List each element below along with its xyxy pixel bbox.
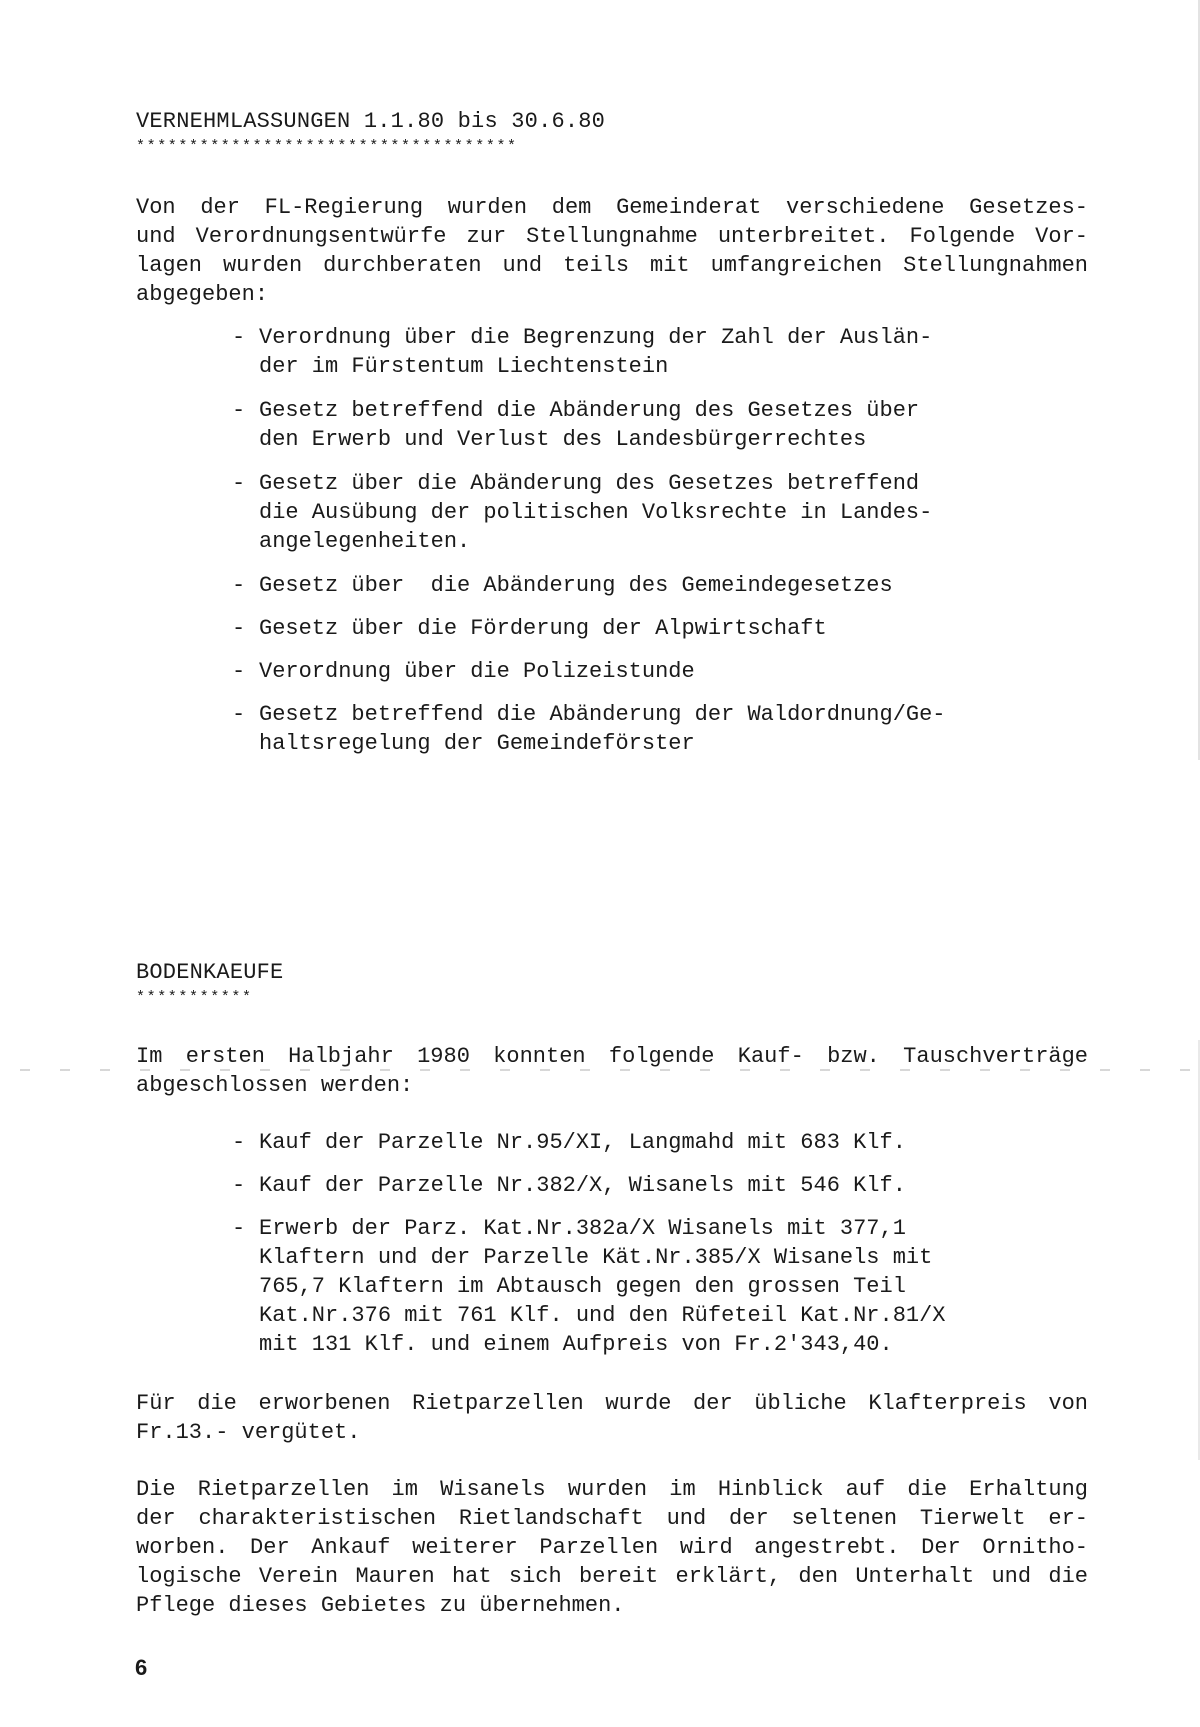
paragraph-line: logische Verein Mauren hat sich bereit erklärt, den Unterhalt und die	[136, 1564, 1088, 1589]
intro-line: abgegeben:	[136, 282, 269, 307]
list-item-line: Kauf der Parzelle Nr.382/X, Wisanels mit 546 Klf.	[259, 1173, 906, 1198]
list-item-line: mit 131 Klf. und einem Aufpreis von Fr.2'343,40.	[259, 1332, 893, 1357]
paragraph-line: der charakteristischen Rietlandschaft und der seltenen Tierwelt er-	[136, 1506, 1088, 1531]
list-item-line: Gesetz über die Abänderung des Gesetzes betreffend	[259, 471, 920, 496]
heading-underline: ************************************	[136, 138, 518, 155]
list-item-line: die Ausübung der politischen Volksrechte in Landes-	[259, 500, 933, 525]
bullet-dash: -	[232, 471, 246, 496]
heading-underline: ***********	[136, 989, 253, 1006]
bullet-dash: -	[232, 573, 246, 598]
list-item-line: Gesetz über die Förderung der Alpwirtschaft	[259, 616, 827, 641]
list-item-line: 765,7 Klaftern im Abtausch gegen den grossen Teil	[259, 1274, 906, 1299]
paragraph-line: Die Rietparzellen im Wisanels wurden im Hinblick auf die Erhaltung	[136, 1477, 1088, 1502]
paragraph-line: Für die erworbenen Rietparzellen wurde der übliche Klafterpreis von	[136, 1391, 1088, 1416]
list-item-line: haltsregelung der Gemeindeförster	[259, 731, 695, 756]
page-number: 6	[135, 1655, 148, 1680]
list-item-line: Gesetz betreffend die Abänderung der Waldordnung/Ge-	[259, 702, 946, 727]
bullet-dash: -	[232, 616, 246, 641]
list-item-line: Erwerb der Parz. Kat.Nr.382a/X Wisanels mit 377,1	[259, 1216, 906, 1241]
intro-line: Von der FL-Regierung wurden dem Gemeinderat verschiedene Gesetzes-	[136, 195, 1088, 220]
section-heading-bodenkaeufe: BODENKAEUFE	[136, 960, 284, 985]
list-item-line: Klaftern und der Parzelle Kät.Nr.385/X Wisanels mit	[259, 1245, 933, 1270]
list-item-line: Gesetz über die Abänderung des Gemeindegesetzes	[259, 573, 893, 598]
intro-line: Im ersten Halbjahr 1980 konnten folgende Kauf- bzw. Tauschverträge	[136, 1044, 1088, 1069]
paragraph-line: worben. Der Ankauf weiterer Parzellen wird angestrebt. Der Ornitho-	[136, 1535, 1088, 1560]
list-item-line: Verordnung über die Polizeistunde	[259, 659, 695, 684]
bullet-dash: -	[232, 1173, 246, 1198]
list-item-line: der im Fürstentum Liechtenstein	[259, 354, 669, 379]
bullet-dash: -	[232, 702, 246, 727]
bullet-dash: -	[232, 398, 246, 423]
list-item-line: angelegenheiten.	[259, 529, 471, 554]
intro-line: lagen wurden durchberaten und teils mit umfangreichen Stellungnahmen	[136, 253, 1088, 278]
intro-line: abgeschlossen werden:	[136, 1073, 414, 1098]
list-item-line: Gesetz betreffend die Abänderung des Gesetzes über	[259, 398, 920, 423]
bullet-dash: -	[232, 659, 246, 684]
bullet-dash: -	[232, 1216, 246, 1241]
list-item-line: Kauf der Parzelle Nr.95/XI, Langmahd mit 683 Klf.	[259, 1130, 906, 1155]
section-heading-vernehmlassungen: VERNEHMLASSUNGEN 1.1.80 bis 30.6.80	[136, 109, 606, 134]
paragraph-line: Pflege dieses Gebietes zu übernehmen.	[136, 1593, 625, 1618]
bullet-dash: -	[232, 1130, 246, 1155]
bullet-dash: -	[232, 325, 246, 350]
intro-line: und Verordnungsentwürfe zur Stellungnahme unterbreitet. Folgende Vor-	[136, 224, 1088, 249]
list-item-line: den Erwerb und Verlust des Landesbürgerrechtes	[259, 427, 867, 452]
paragraph-line: Fr.13.- vergütet.	[136, 1420, 361, 1445]
list-item-line: Kat.Nr.376 mit 761 Klf. und den Rüfeteil Kat.Nr.81/X	[259, 1303, 946, 1328]
list-item-line: Verordnung über die Begrenzung der Zahl der Auslän-	[259, 325, 933, 350]
